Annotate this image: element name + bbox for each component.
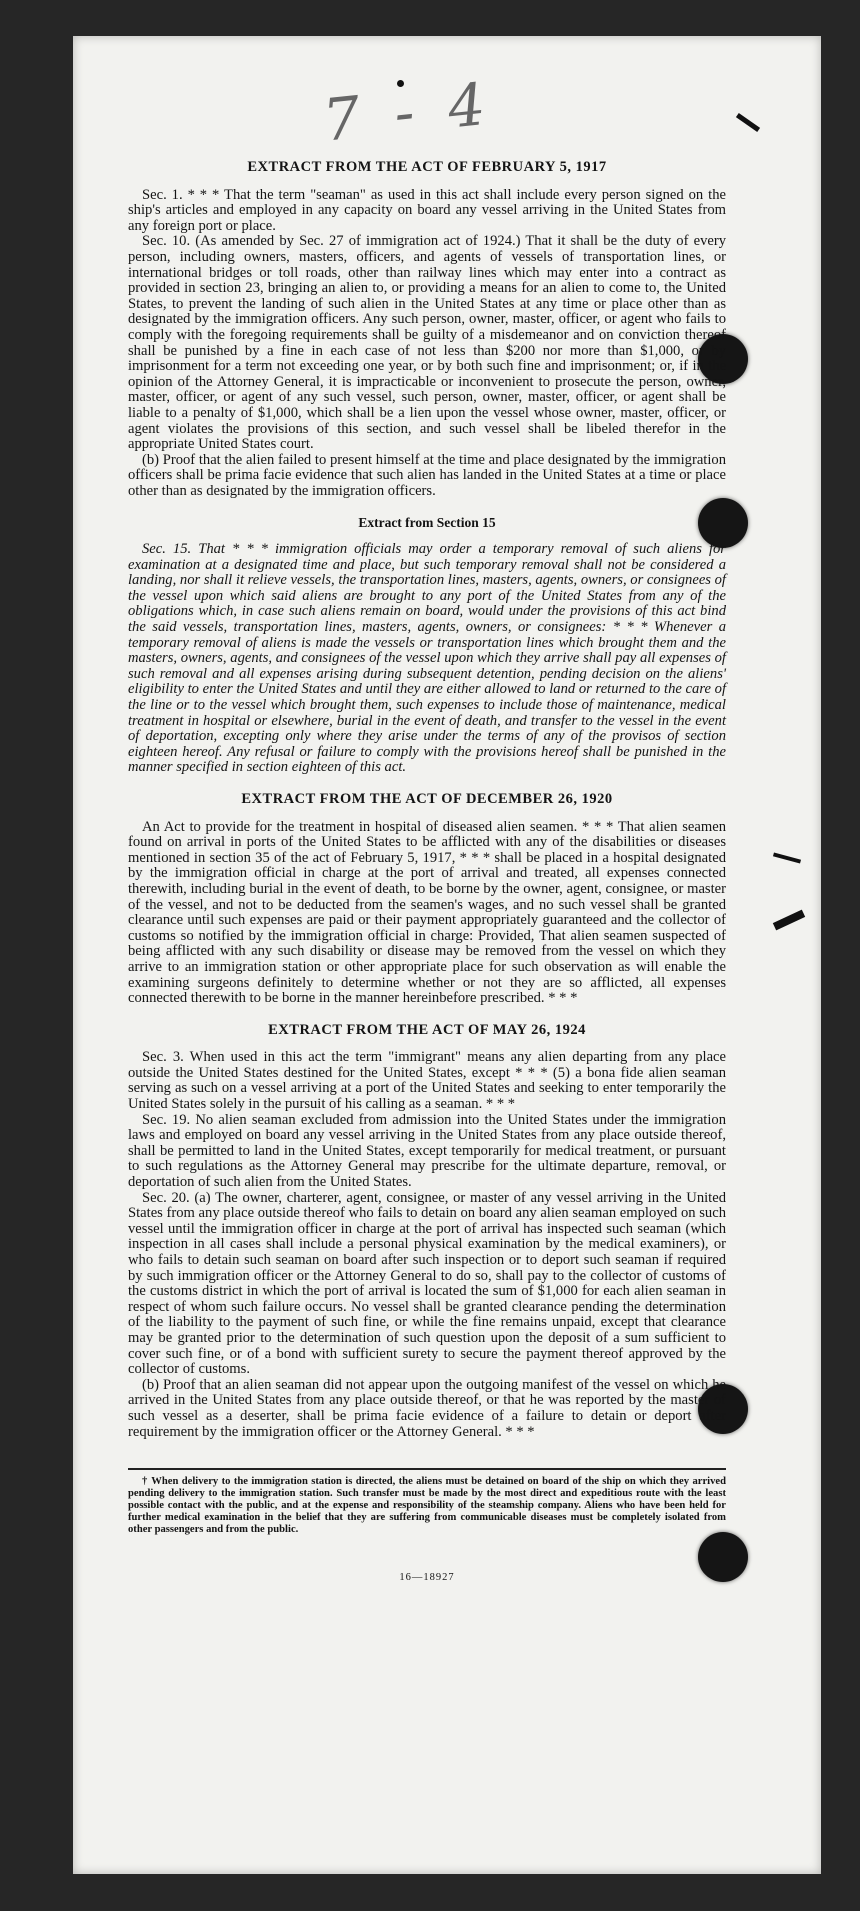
document-body — [128, 160, 726, 1586]
handwritten-mark: 7 - 4 — [319, 69, 497, 155]
section-heading: EXTRACT FROM THE ACT OF DECEMBER 26, 1920 — [241, 790, 613, 807]
section-heading: EXTRACT FROM THE ACT OF FEBRUARY 5, 1917 — [247, 159, 607, 175]
section-subheading: Extract from Section 15 — [358, 515, 496, 531]
edge-mark — [773, 910, 805, 931]
section-paragraph: Sec. 15. That * * * immigration officials may order a temporary removal of such aliens for examination at a designated time and place, but such temporary removal shall not be considered a landing, nor shall it relieve vessels, the transportation lines, masters, agents, owners, or consignees of the vessel upon which said aliens are brought to any port of the United States from any of the obligations which, in case such aliens remain on board, would under the provisions of this act bind the said vessels, transportation lines, masters, agents, owners, or consignees: * * * Whenever a temporary removal of aliens is made the vessels or transportation lines which brought them and the masters, owners, agents, and consignees of the vessel upon which they arrive shall pay all expenses of such removal and all expenses arising during subsequent detention, pending decision on the aliens' eligibility to enter the United States and until they are either allowed to land or returned to the care of the line or to the vessel which brought them, such expenses to include those of maintenance, medical treatment in hospital or elsewhere, burial in the event of death, and transfer to the vessel in the event of deportation, excepting only where they arise under the terms of any of the provisos of section eighteen hereof. Any refusal or failure to comply with the provisions hereof shall be punished in the manner specified in section eighteen of this act. — [128, 541, 726, 776]
section-paragraph: Sec. 20. (a) The owner, charterer, agent, consignee, or master of any vessel arriving in the United States from any place outside thereof who fails to detain on board any alien seaman employed on such vessel until the immigration officer in charge at the port of arrival has inspected such seaman (which inspection in all cases shall include a personal physical examination by the medical examiners), or who fails to detain such seaman on board after such inspection or to deport such seaman if required by such immigration officer or the Attorney General to do so, shall pay to the collector of customs of the customs district in which the port of arrival is located the sum of $1,000 for each alien seaman in respect of whom such failure occurs. No vessel shall be granted clearance pending the determination of the liability to the payment of such fine, or while the fine remains unpaid, except that clearance may be granted prior to the determination of such question upon the deposit of a sum sufficient to cover such fine, or of a bond with sufficient surety to secure the payment thereof approved by the collector of customs. — [128, 1189, 726, 1378]
document-section — [128, 515, 726, 776]
section-paragraph: Sec. 19. No alien seaman excluded from admission into the United States under the immigration laws and employed on board any vessel arriving in the United States from any place outside thereof, shall be permitted to land in the United States, except temporarily for medical treatment, or pursuant to such regulations as the Attorney General may prescribe for the ultimate departure, removal, or deportation of such alien from the United States. — [128, 1111, 726, 1191]
footnote-divider — [128, 1468, 726, 1470]
edge-mark — [773, 852, 801, 863]
section-paragraph: Sec. 1. * * * That the term "seaman" as used in this act shall include every person signed on the ship's articles and employed in any capacity on board any vessel arriving in the United States from any foreign port or place. — [128, 186, 726, 234]
form-code: 16—18927 — [399, 1572, 455, 1584]
sections-container — [128, 160, 726, 1440]
document-section — [128, 1023, 726, 1440]
section-heading: EXTRACT FROM THE ACT OF MAY 26, 1924 — [268, 1021, 586, 1038]
document-section — [128, 792, 726, 1007]
footnote: † When delivery to the immigration station is directed, the aliens must be detained on board of the ship on which they arrived pending delivery to the immigration station. Such transfer must be made by the most direct and expeditious route with the least possible contact with the public, and at the expense and responsibility of the steamship company. Aliens who have been held for further medical examination in the belief that they are suffering from communicable diseases must be completely isolated from other passengers and from the public. — [128, 1476, 726, 1536]
section-paragraph: Sec. 10. (As amended by Sec. 27 of immigration act of 1924.) That it shall be the duty of every person, including owners, masters, officers, and agents of vessels of transportation lines, or international bridges or toll roads, other than railway lines which may enter into a contract as provided in section 23, bringing an alien to, or providing a means for an alien to come to, the United States, to prevent the landing of such alien in the United States at any time or place other than as designated by the immigration officers. Any such person, owner, master, officer, or agent who fails to comply with the foregoing requirements shall be guilty of a misdemeanor and on conviction thereof shall be punished by a fine in each case of not less than $200 nor more than $1,000, or by imprisonment for a term not exceeding one year, or by both such fine and imprisonment; or, if in the opinion of the Attorney General, it is impracticable or inconvenient to prosecute the person, owner, master, officer, or agent of any such vessel, such person, owner, master, officer, or agent shall be liable to a penalty of $1,000, which shall be a lien upon the vessel whose owner, master, officer, or agent violates the provisions of this section, and such vessel shall be libeled therefor in the appropriate United States court. — [128, 233, 726, 453]
section-paragraph: (b) Proof that an alien seaman did not appear upon the outgoing manifest of the vessel on which he arrived in the United States from any place outside thereof, or that he was reported by the master of such vessel as a deserter, shall be prima facie evidence of a failure to detain or deport after requirement by the immigration officer or the Attorney General. * * * — [128, 1376, 726, 1440]
section-paragraph: (b) Proof that the alien failed to present himself at the time and place designated by the immigration officers shall be prima facie evidence that such alien has landed in the United States at a time or place other than as designated by the immigration officers. — [128, 451, 726, 499]
section-paragraph: An Act to provide for the treatment in hospital of diseased alien seamen. * * * That alien seamen found on arrival in ports of the United States to be afflicted with any of the disabilities or diseases mentioned in section 35 of the act of February 5, 1917, * * * shall be placed in a hospital designated by the immigration official in charge at the port of arrival and treated, all expenses connected therewith, including burial in the event of death, to be borne by the owner, agent, consignee, or master of the vessel, and not to be deducted from the seamen's wages, and no such vessel shall be granted clearance until such expenses are paid or their payment appropriately guaranteed and the collector of customs so notified by the immigration official in charge: Provided, That alien seamen suspected of being afflicted with any such disability or disease may be removed from the vessel on which they arrive to an immigration station or other appropriate place for such observation as will enable the examining surgeons definitely to determine whether or not they are so afflicted, all expenses connected therewith to be borne in the manner hereinbefore prescribed. * * * — [128, 818, 726, 1007]
section-paragraph: Sec. 3. When used in this act the term "immigrant" means any alien departing from any place outside the United States destined for the United States, except * * * (5) a bona fide alien seaman serving as such on a vessel arriving at a port of the United States and seeking to enter temporarily the United States solely in the pursuit of his calling as a seaman. * * * — [128, 1049, 726, 1113]
edge-mark — [736, 113, 760, 132]
document-section — [128, 160, 726, 499]
